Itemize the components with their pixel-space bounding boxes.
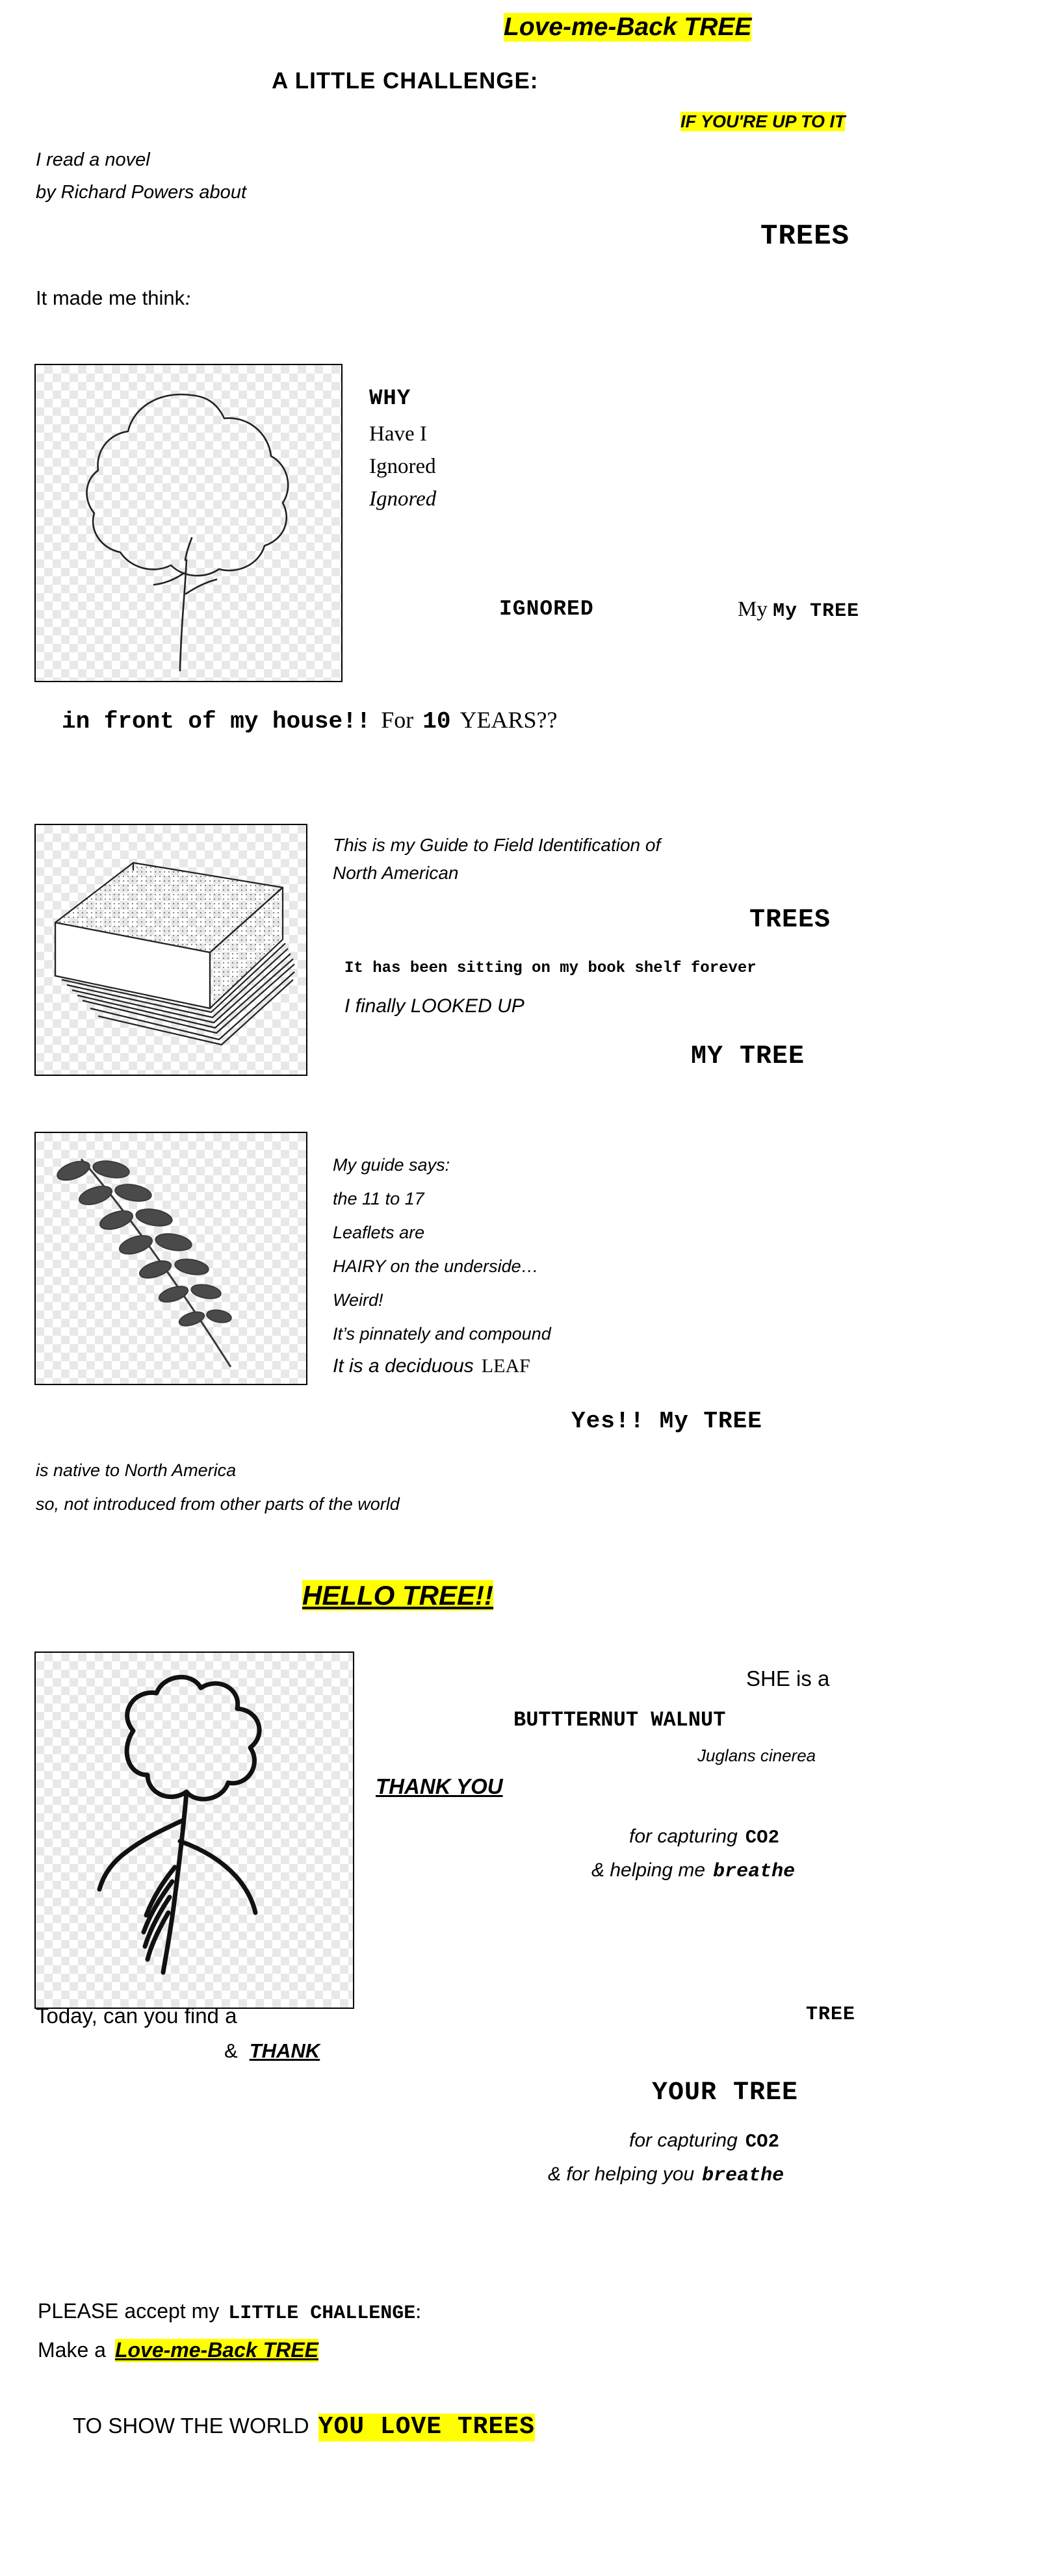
to-show-text: TO SHOW THE WORLD: [73, 2414, 309, 2438]
breathe-text-2: breathe: [702, 2165, 784, 2187]
helping-you-breathe-line: [548, 2163, 784, 2187]
leaf-line-1: the 11 to 17: [333, 1189, 424, 1208]
leaf-line-5: It’s pinnately and compound: [333, 1324, 551, 1344]
intro-line-1: I read a novel: [36, 149, 150, 170]
guide-line-2: North American: [333, 863, 459, 883]
made-me-think-text: It made me think: [36, 287, 185, 309]
intro-trees-word: TREES: [760, 220, 850, 253]
not-introduced-line: so, not introduced from other parts of the world: [36, 1494, 400, 1514]
tree-word: My TREE: [773, 600, 860, 622]
today-tree-word: TREE: [806, 2004, 856, 2026]
helping-me-breathe-line: [591, 1859, 795, 1883]
deciduous-leaf-line: [333, 1355, 530, 1377]
ignored-2: Ignored: [369, 487, 437, 511]
why-word: WHY: [369, 387, 411, 411]
guide-trees-word: TREES: [749, 906, 831, 935]
little-challenge-text: LITTLE CHALLENGE: [228, 2302, 416, 2325]
subtitle-challenge: A LITTLE CHALLENGE:: [272, 68, 539, 94]
looked-up-line: I finally LOOKED UP: [344, 995, 525, 1017]
for-capturing-co2-line-2: [629, 2130, 779, 2152]
book-image: [34, 824, 307, 1076]
in-front-line: [62, 707, 558, 735]
please-accept-line: [38, 2300, 421, 2325]
for-word: For: [381, 707, 414, 733]
leaf-line-3: HAIRY on the underside…: [333, 1256, 539, 1276]
leaf-line-2: Leaflets are: [333, 1223, 425, 1242]
bookshelf-line: It has been sitting on my book shelf forever: [344, 960, 757, 977]
love-me-back-tree-text: Love-me-Back TREE: [114, 2338, 318, 2362]
leaf-word: LEAF: [481, 1355, 530, 1377]
guide-line-1: This is my Guide to Field Identification of: [333, 835, 661, 855]
she-is-a: SHE is a: [746, 1666, 830, 1690]
thank-word: THANK: [249, 2039, 320, 2062]
yes-my-tree: Yes!! My TREE: [571, 1408, 762, 1435]
please-accept-colon: :: [415, 2299, 422, 2323]
native-line: is native to North America: [36, 1460, 237, 1480]
intro-line-2: by Richard Powers about: [36, 182, 246, 203]
deciduous-text: It is a deciduous: [333, 1355, 474, 1377]
for-capturing-text: for capturing: [629, 1826, 738, 1847]
species-latin-name: Juglans cinerea: [697, 1746, 816, 1765]
and-thank-line: [224, 2040, 320, 2063]
my-word: My: [738, 598, 773, 621]
my-tree-big: MY TREE: [691, 1042, 805, 1071]
guide-says: My guide says:: [333, 1155, 450, 1175]
compound-leaf-icon: [36, 1133, 306, 1384]
tree-outline-image: [34, 364, 343, 682]
please-accept-text: PLEASE accept my: [38, 2299, 220, 2323]
years-word: YEARS??: [460, 707, 558, 733]
in-front-text: in front of my house!!: [62, 708, 371, 735]
you-love-trees-text: YOU LOVE TREES: [318, 2413, 535, 2441]
ten-number: 10: [422, 708, 451, 735]
ampersand: &: [224, 2039, 238, 2062]
co2-text: CO2: [745, 1827, 779, 1848]
to-show-line: [73, 2414, 535, 2442]
thank-you: THANK YOU: [376, 1774, 503, 1798]
have-i: Have I: [369, 422, 427, 446]
breathe-text: breathe: [713, 1861, 796, 1883]
my-tree-line: [738, 598, 859, 623]
made-me-think-colon: :: [185, 287, 192, 309]
make-a-text: Make a: [38, 2338, 106, 2362]
butternut-image: [34, 1651, 354, 2009]
hello-tree: HELLO TREE!!: [302, 1580, 493, 1611]
today-find-line: Today, can you find a: [36, 2004, 237, 2028]
ignored-1: Ignored: [369, 455, 436, 478]
for-capturing-co2-line: [629, 1826, 779, 1848]
made-me-think-line: [36, 287, 191, 310]
tree-outline-icon: [36, 365, 341, 681]
subtitle-if-youre-up-to-it: IF YOU'RE UP TO IT: [680, 112, 846, 131]
helping-me-text: & helping me: [591, 1859, 706, 1881]
make-a-line: [38, 2339, 318, 2362]
leaf-image: [34, 1132, 307, 1385]
for-capturing-text-2: for capturing: [629, 2130, 738, 2151]
butternut-walnut-tree-icon: [36, 1653, 353, 2008]
page-title: Love-me-Back TREE: [504, 13, 752, 41]
open-book-icon: [36, 825, 306, 1075]
your-tree: YOUR TREE: [652, 2078, 799, 2108]
species-common-name: BUTTTERNUT WALNUT: [513, 1708, 726, 1732]
helping-you-text: & for helping you: [548, 2163, 695, 2185]
leaf-line-4: Weird!: [333, 1290, 383, 1310]
ignored-3: IGNORED: [499, 597, 594, 621]
co2-text-2: CO2: [745, 2131, 779, 2152]
